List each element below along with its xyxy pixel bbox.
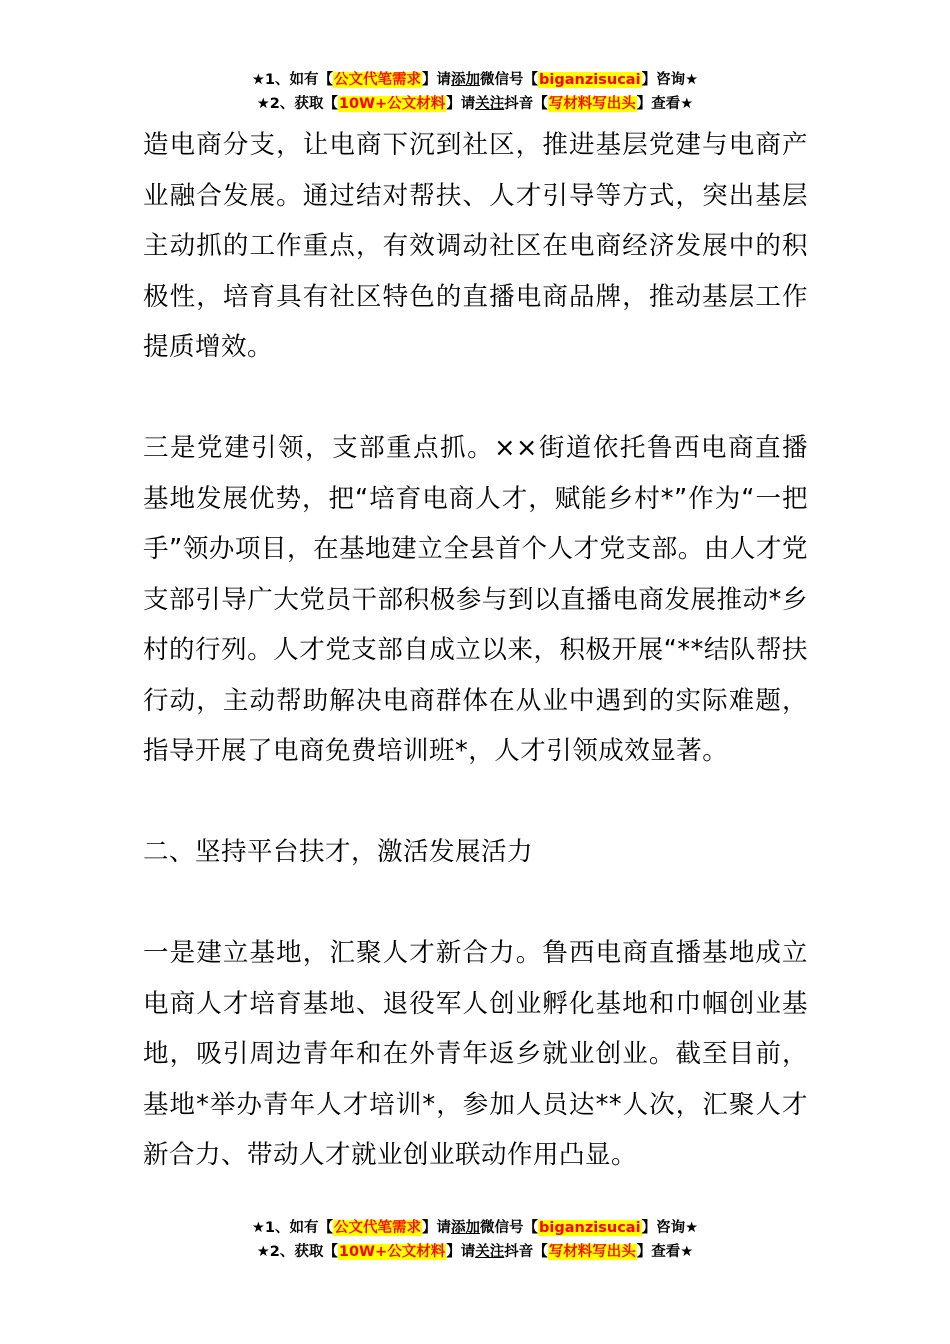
banner-text: 抖音【 [504, 96, 548, 112]
body-paragraph: 造电商分支，让电商下沉到社区，推进基层党建与电商产业融合发展。通过结对帮扶、人才引导等方式，突出基层主动抓的工作重点，有效调动社区在电商经济发展中的积极性，培育具有社区特色的直播电商品牌，推动基层工作提质增效。 [143, 130, 808, 362]
banner-text: 微信号【 [480, 1220, 539, 1236]
banner-line-2 [0, 92, 950, 116]
footer-banner [0, 1216, 950, 1264]
banner-underline-text: 添加 [451, 72, 481, 88]
body-paragraph: 一是建立基地，汇聚人才新合力。鲁西电商直播基地成立电商人才培育基地、退役军人创业孵化基地和巾帼创业基地，吸引周边青年和在外青年返乡就业创业。截至目前，基地*举办青年人才培训*，参加人员达**人次，汇聚人才新合力、带动人才就业创业联动作用凸显。 [143, 938, 808, 1170]
banner-text: ★2、获取【 [256, 96, 338, 112]
banner-underline-text: 添加 [451, 1220, 481, 1236]
banner-text: 】请 [422, 72, 452, 88]
banner-highlight: biganzisucai [539, 1220, 641, 1236]
banner-text: 】请 [446, 96, 476, 112]
section-heading: 二、坚持平台扶才，激活发展活力 [143, 837, 534, 867]
banner-highlight: 写材料写出头 [548, 1244, 636, 1260]
banner-text: 微信号【 [480, 72, 539, 88]
paragraph-gap [143, 373, 808, 424]
paragraph-gap [143, 878, 808, 929]
banner-line-1 [0, 1216, 950, 1240]
banner-line-2 [0, 1240, 950, 1264]
banner-text: 】请 [446, 1244, 476, 1260]
banner-text: 】请 [422, 1220, 452, 1236]
banner-text: 】咨询★ [641, 72, 699, 88]
banner-line-1 [0, 68, 950, 92]
banner-highlight: 写材料写出头 [548, 96, 636, 112]
banner-highlight: 10W+公文材料 [338, 1244, 446, 1260]
header-banner [0, 68, 950, 116]
body-paragraph: 三是党建引领，支部重点抓。××街道依托鲁西电商直播基地发展优势，把“培育电商人才，赋能乡村*”作为“一把手”领办项目，在基地建立全县首个人才党支部。由人才党支部引导广大党员干部积极参与到以直播电商发展推动*乡村的行列。人才党支部自成立以来，积极开展“**结队帮扶行动，主动帮助解决电商群体在从业中遇到的实际难题，指导开展了电商免费培训班*，人才引领成效显著。 [143, 433, 808, 766]
banner-highlight: 公文代笔需求 [334, 1220, 422, 1236]
banner-text: 】查看★ [636, 1244, 694, 1260]
paragraph-gap [143, 777, 808, 828]
banner-text: ★1、如有【 [251, 1220, 334, 1236]
banner-text: ★1、如有【 [251, 72, 334, 88]
banner-text: 抖音【 [504, 1244, 548, 1260]
banner-text: 】咨询★ [641, 1220, 699, 1236]
banner-underline-text: 关注 [475, 1244, 505, 1260]
banner-highlight: biganzisucai [539, 72, 641, 88]
banner-highlight: 10W+公文材料 [338, 96, 446, 112]
banner-text: 】查看★ [636, 96, 694, 112]
banner-underline-text: 关注 [475, 96, 505, 112]
banner-highlight: 公文代笔需求 [334, 72, 422, 88]
banner-text: ★2、获取【 [256, 1244, 338, 1260]
document-body [143, 120, 808, 1181]
